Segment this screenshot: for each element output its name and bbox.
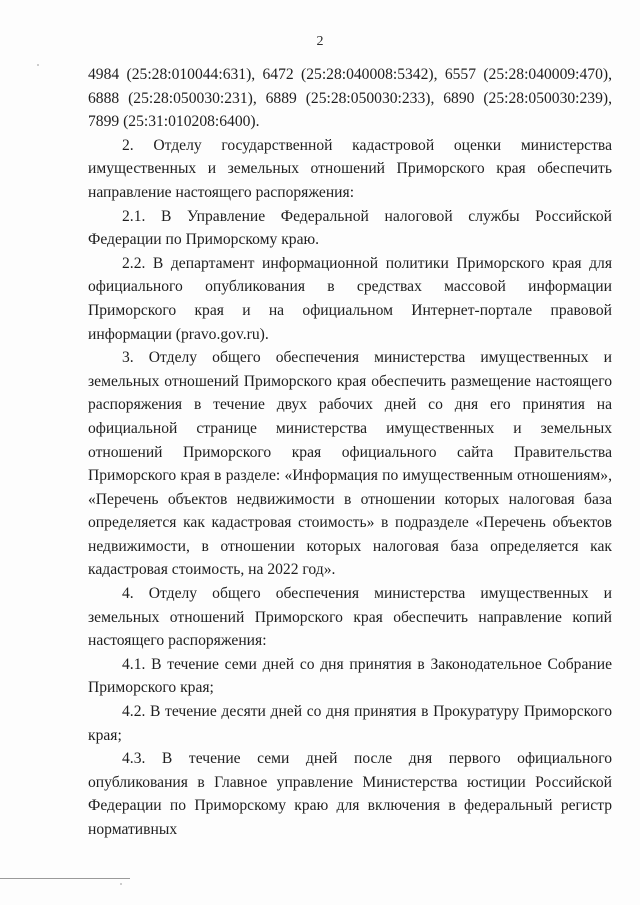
document-body	[88, 63, 612, 842]
scan-speck	[37, 64, 39, 66]
scan-edge-line	[0, 878, 130, 879]
paragraph-2-2: 2.2. В департамент информационной политики Приморского края для официального опубликования в средствах массовой информации Приморского края и на официальном Интернет-портале правовой информации (pravo.gov.ru).	[88, 254, 612, 343]
paragraph-4-2: 4.2. В течение десяти дней со дня принятия в Прокуратуру Приморского края;	[88, 703, 612, 744]
paragraph-4: 4. Отделу общего обеспечения министерства имущественных и земельных отношений Приморского края обеспечить направление копий настоящего распоряжения:	[88, 585, 612, 650]
scan-speck	[120, 883, 122, 885]
paragraph-3: 3. Отделу общего обеспечения министерства имущественных и земельных отношений Приморского края обеспечить размещение настоящего распоряжения в течение двух рабочих дней со дня его принятия на официальной странице министерства имущественных и земельных отношений Приморского края официального сайта Правительства Приморского края в разделе: «Информация по имущественным отношениям», «Перечень объектов недвижимости в отношении которых налоговая база определяется как кадастровая стоимость» в подразделе «Перечень объектов недвижимости, в отношении которых налоговая база определяется как кадастровая стоимость, на 2022 год».	[88, 349, 612, 579]
paragraph-2: 2. Отделу государственной кадастровой оценки министерства имущественных и земельных отношений Приморского края обеспечить направление настоящего распоряжения:	[88, 136, 612, 201]
paragraph-cadastral-list: 4984 (25:28:010044:631), 6472 (25:28:040008:5342), 6557 (25:28:040009:470), 6888 (25:28:050030:231), 6889 (25:28:050030:233), 6890 (25:28:050030:239), 7899 (25:31:010208:6400).	[88, 66, 612, 131]
paragraph-4-1: 4.1. В течение семи дней со дня принятия в Законодательное Собрание Приморского края;	[88, 655, 612, 697]
paragraph-4-3: 4.3. В течение семи дней после дня первого официального опубликования в Главное управление Министерства юстиции Российской Федерации по Приморскому краю для включения в федеральный регистр нормативных	[88, 750, 612, 838]
paragraph-2-1: 2.1. В Управление Федеральной налоговой службы Российской Федерации по Приморскому краю.	[88, 207, 612, 249]
page-number: 2	[316, 34, 324, 49]
